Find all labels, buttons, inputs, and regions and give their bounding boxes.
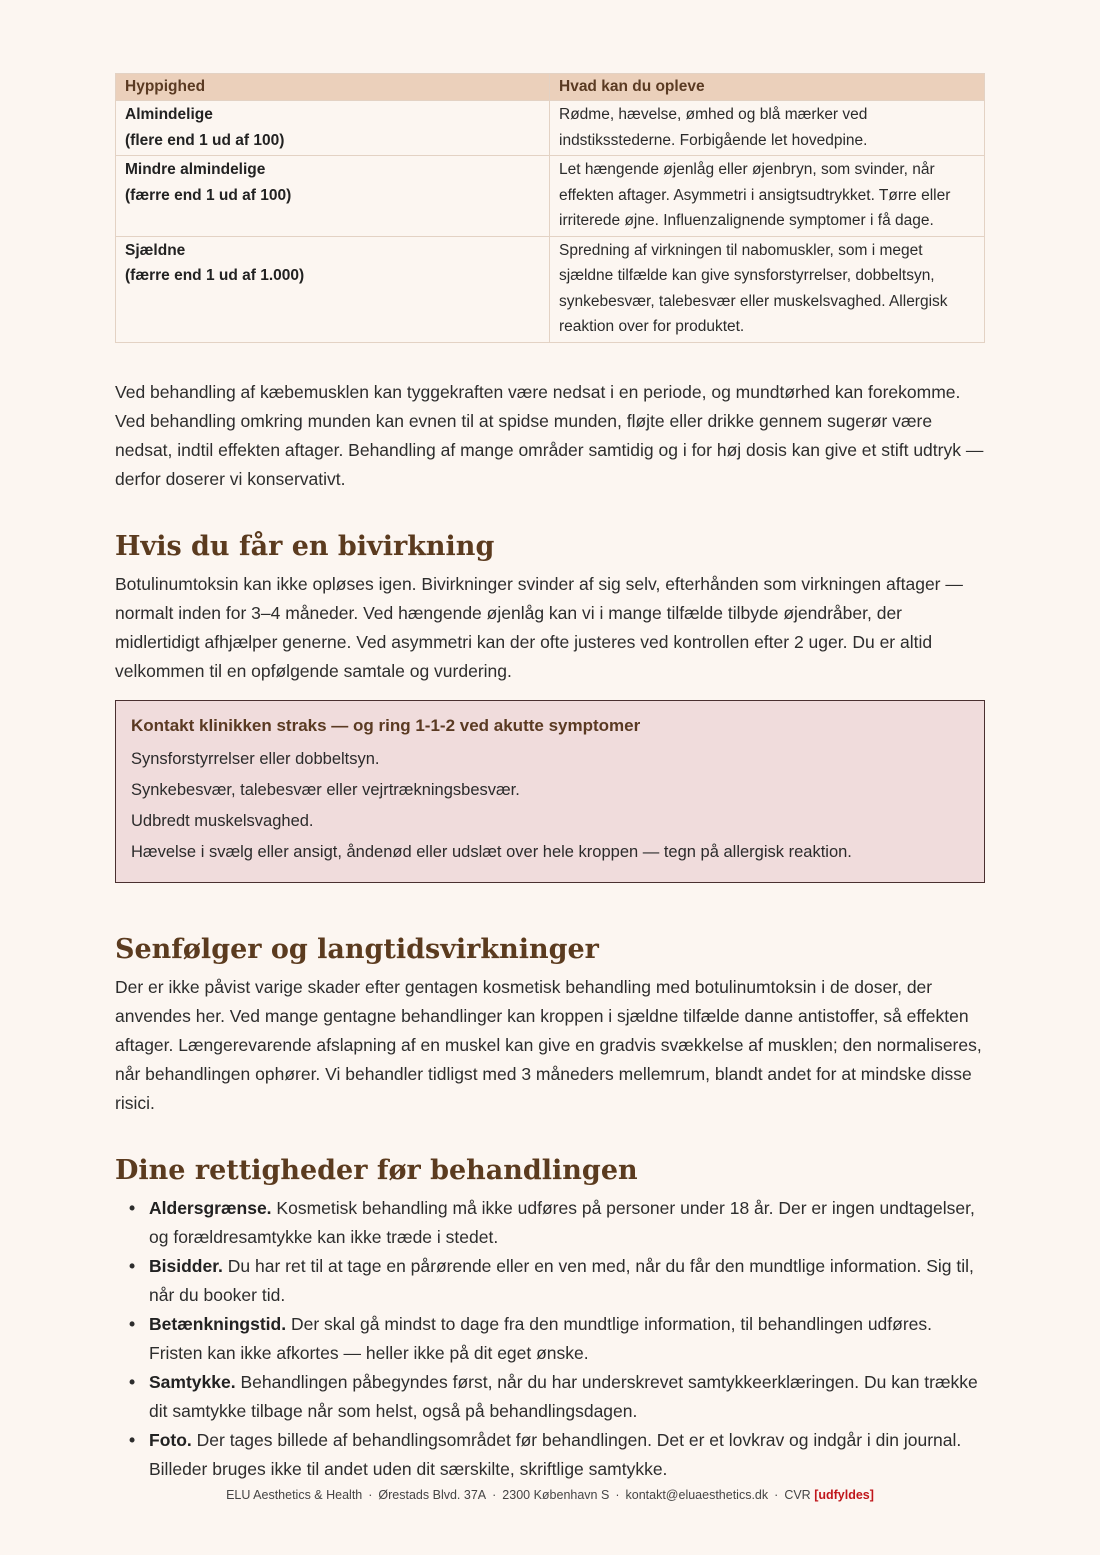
table-row (116, 236, 985, 342)
table-row (116, 156, 985, 237)
page-content (115, 73, 985, 1484)
alert-symptom-item: Synkebesvær, talebesvær eller vejrtrækningsbesvær. (131, 780, 520, 799)
side-effects-table (115, 73, 985, 343)
rights-text: Behandlingen påbegyndes først, når du har underskrevet samtykkeerklæringen. Du kan trække dit samtykke tilbage når som helst, også på behandlingsdagen. (149, 1371, 978, 1421)
section-heading-longterm: Senfølger og langtidsvirkninger (115, 933, 599, 965)
section-heading-side-effect: Hvis du får en bivirkning (115, 530, 495, 562)
rights-term: Foto. (149, 1429, 192, 1450)
bullet-icon: • (129, 1255, 136, 1276)
frequency-label: Mindre almindelige (125, 161, 266, 178)
side-effect-paragraph: Botulinumtoksin kan ikke opløses igen. Bivirkninger svinder af sig selv, efterhånden som virkningen aftager — normalt inden for 3–4 måneder. Ved hængende øjenlåg kan vi i mange tilfælde tilbyde øjendråber, der midlertidigt afhjælper generne. Ved asymmetri kan der ofte justeres ved kontrollen efter 2 uger. Du er altid velkommen til en opfølgende samtale og vurdering. (115, 573, 963, 681)
rights-term: Aldersgrænse. (149, 1197, 272, 1218)
frequency-cell (116, 101, 550, 156)
footer-company: ELU Aesthetics & Health (226, 1488, 363, 1502)
footer-city: 2300 København S (502, 1488, 610, 1502)
effects-cell: Spredning af virkningen til nabomuskler, som i meget sjældne tilfælde kan give synsforstyrrelser, dobbeltsyn, synkebesvær, talebesvær eller muskelsvaghed. Allergisk reaktion over for produktet. (550, 236, 985, 342)
column-header-effects: Hvad kan du opleve (550, 74, 985, 101)
footer-separator: · (492, 1488, 497, 1502)
table-row (116, 101, 985, 156)
rights-text: Kosmetisk behandling må ikke udføres på personer under 18 år. Der er ingen undtagelser, og forældresamtykke kan ikke træde i stedet. (149, 1197, 975, 1247)
section-heading-rights: Dine rettigheder før behandlingen (115, 1154, 638, 1186)
rights-term: Bisidder. (149, 1255, 223, 1276)
alert-title: Kontakt klinikken straks — og ring 1-1-2 ved akutte symptomer (131, 715, 641, 735)
frequency-range: (flere end 1 ud af 100) (125, 131, 285, 149)
footer-separator: · (615, 1488, 620, 1502)
frequency-label: Almindelige (125, 106, 213, 123)
rights-text: Der skal gå mindst to dage fra den mundtlige information, til behandlingen udføres. Fristen kan ikke afkortes — heller ikke på dit eget ønske. (149, 1313, 933, 1363)
alert-symptom-item: Synsforstyrrelser eller dobbeltsyn. (131, 749, 380, 768)
bullet-icon: • (129, 1313, 136, 1334)
intro-paragraph: Ved behandling af kæbemusklen kan tyggekraften være nedsat i en periode, og mundtørhed kan forekomme. Ved behandling omkring munden kan evnen til at spidse munden, fløjte eller drikke gennem sugerør være nedsat, indtil effekten aftager. Behandling af mange områder samtidig og i for høj dosis kan give et stift udtryk — derfor doserer vi konservativt. (115, 381, 984, 489)
footer-address: Ørestads Blvd. 37A (378, 1488, 487, 1502)
bullet-icon: • (129, 1429, 136, 1450)
rights-item (115, 1194, 985, 1252)
frequency-cell (116, 156, 550, 237)
rights-text: Der tages billede af behandlingsområdet før behandlingen. Det er et lovkrav og indgår i din journal. Billeder bruges ikke til andet uden dit særskilte, skriftlige samtykke. (149, 1429, 962, 1479)
rights-list (115, 1194, 985, 1484)
page-footer (0, 1488, 1100, 1502)
effects-cell: Rødme, hævelse, ømhed og blå mærker ved indstiksstederne. Forbigående let hovedpine. (550, 101, 985, 156)
rights-item (115, 1252, 985, 1310)
alert-symptom-item: Hævelse i svælg eller ansigt, åndenød eller udslæt over hele kroppen — tegn på allergisk reaktion. (131, 842, 852, 861)
rights-term: Samtykke. (149, 1371, 236, 1392)
rights-term: Betænkningstid. (149, 1313, 287, 1334)
footer-separator: · (368, 1488, 373, 1502)
longterm-paragraph: Der er ikke påvist varige skader efter gentagen kosmetisk behandling med botulinumtoksin i de doser, der anvendes her. Ved mange gentagne behandlinger kan kroppen i sjældne tilfælde danne antistoffer, så effekten aftager. Længerevarende afslapning af en muskel kan give en gradvis svækkelse af musklen; den normaliseres, når behandlingen ophører. Vi behandler tidligst med 3 måneders mellemrum, blandt andet for at mindske disse risici. (115, 976, 982, 1113)
frequency-range: (færre end 1 ud af 100) (125, 186, 292, 204)
frequency-label: Sjældne (125, 241, 186, 259)
footer-cvr-value: [udfyldes] (814, 1488, 874, 1502)
effects-cell: Let hængende øjenlåg eller øjenbryn, som svinder, når effekten aftager. Asymmetri i ansigtsudtrykket. Tørre eller irriterede øjne. Influenzalignende symptomer i få dage. (550, 156, 985, 237)
bullet-icon: • (129, 1197, 136, 1218)
footer-email[interactable]: kontakt@eluaesthetics.dk (625, 1488, 769, 1502)
rights-item (115, 1310, 985, 1368)
table-header-row (116, 74, 985, 101)
footer-separator: · (774, 1488, 779, 1502)
alert-symptom-list (131, 744, 969, 868)
rights-item (115, 1368, 985, 1426)
alert-symptom-item: Udbredt muskelsvaghed. (131, 811, 314, 830)
frequency-cell (116, 236, 550, 342)
column-header-frequency: Hyppighed (116, 74, 550, 101)
rights-text: Du har ret til at tage en pårørende eller en ven med, når du får den mundtlige information. Sig til, når du booker tid. (149, 1255, 974, 1305)
frequency-range: (færre end 1 ud af 1.000) (125, 267, 305, 284)
emergency-contact-box (115, 700, 985, 883)
bullet-icon: • (129, 1371, 136, 1392)
rights-item (115, 1426, 985, 1484)
footer-cvr-label: CVR (784, 1488, 811, 1502)
